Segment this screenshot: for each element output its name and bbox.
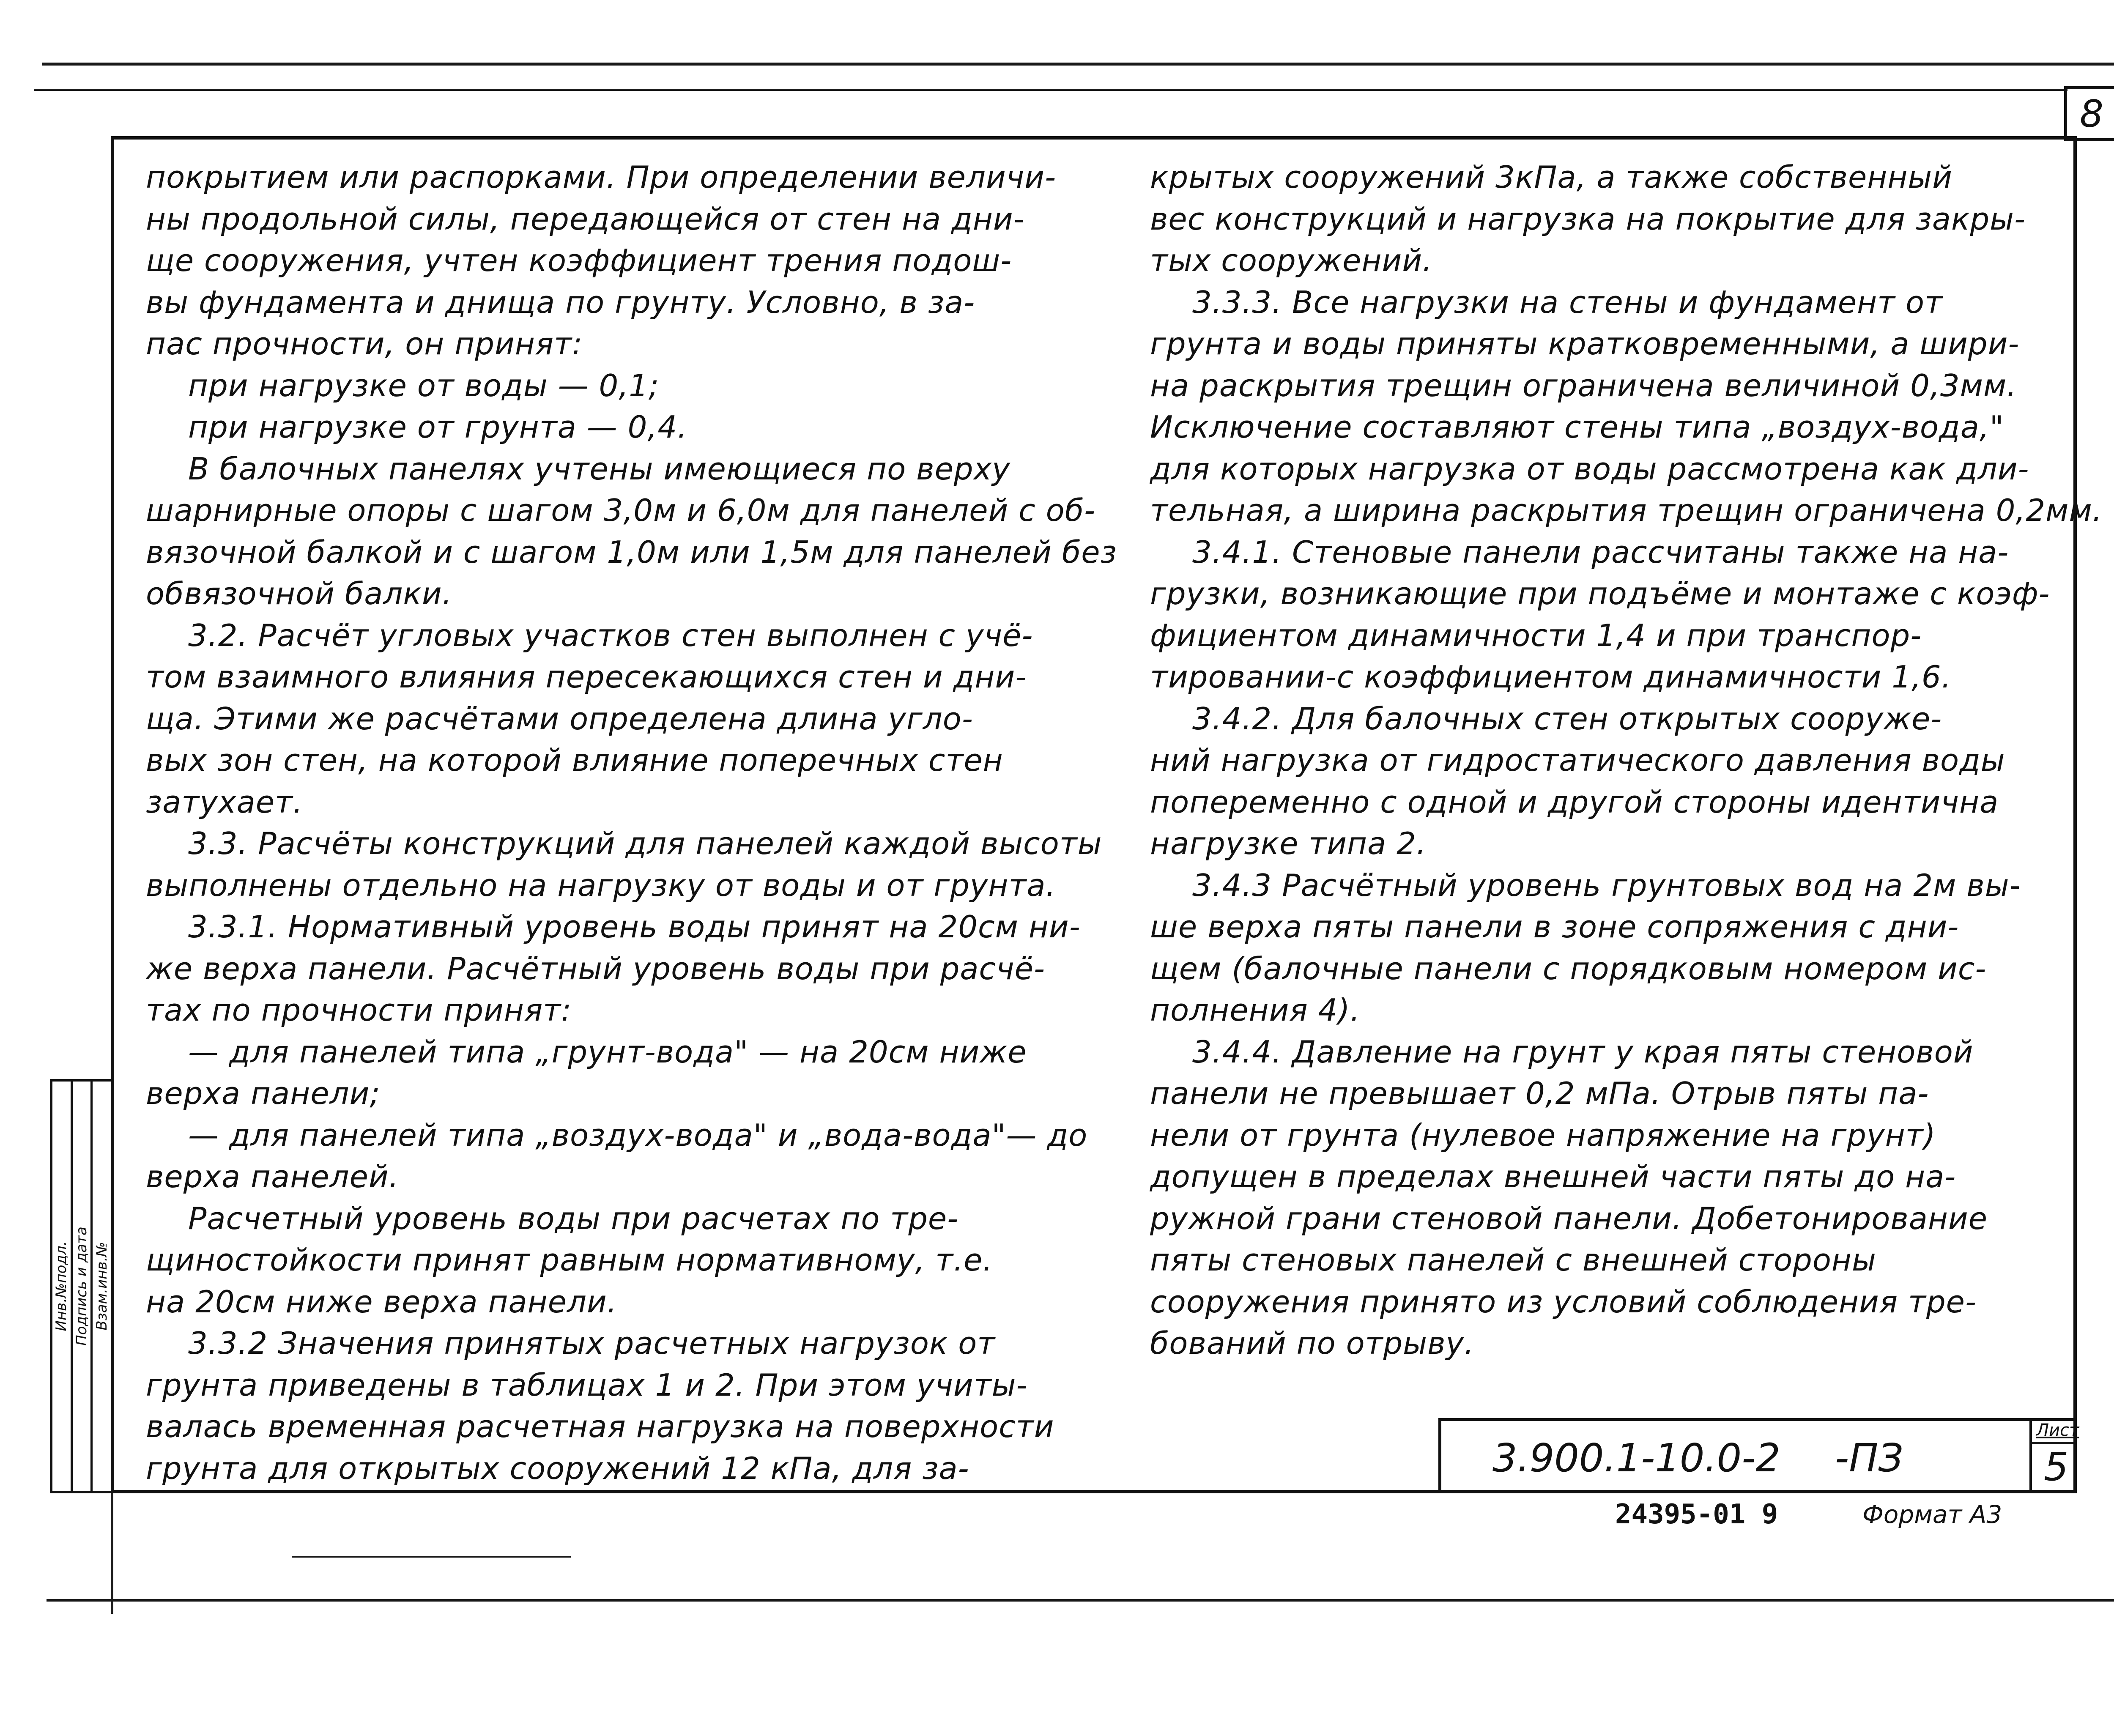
text-line: полнения 4).	[1150, 992, 1361, 1028]
text-line: В балочных панелях учтены имеющиеся по верху	[188, 451, 1010, 487]
text-line: для которых нагрузка от воды рассмотрена как дли-	[1150, 451, 2029, 487]
text-line: 3.4.4. Давление на грунт у края пяты стеновой	[1192, 1034, 1974, 1070]
text-line: 3.4.3 Расчётный уровень грунтовых вод на 2м вы-	[1192, 867, 2021, 903]
sheet-number: 8	[2064, 86, 2114, 141]
text-line: тых сооружений.	[1150, 243, 1432, 278]
text-line: вых зон стен, на которой влияние поперечных стен	[146, 742, 1003, 778]
text-line: вязочной балкой и с шагом 1,0м или 1,5м для панелей без	[146, 534, 1117, 570]
text-line: сооружения принято из условий соблюдения тре-	[1150, 1284, 1977, 1320]
left-binding-line	[111, 1493, 113, 1614]
text-line: пас прочности, он принят:	[146, 326, 583, 361]
side-stamp	[50, 1079, 113, 1493]
bottom-edge-line	[47, 1599, 2114, 1602]
text-line: 3.2. Расчёт угловых участков стен выполнен с учё-	[188, 617, 1033, 653]
text-line: шарнирные опоры с шагом 3,0м и 6,0м для панелей с об-	[146, 493, 1096, 528]
text-line: на раскрытия трещин ограничена величиной 0,3мм.	[1150, 367, 2017, 403]
text-line: тировании-с коэффициентом динамичности 1,6.	[1150, 659, 1952, 695]
text-line: грунта и воды приняты кратковременными, а шири-	[1150, 326, 2020, 361]
text-line: ны продольной силы, передающейся от стен на дни-	[146, 201, 1025, 237]
text-line: пяты стеновых панелей с внешней стороны	[1150, 1242, 1876, 1278]
text-line: обвязочной балки.	[146, 576, 452, 611]
text-line: верха панели;	[146, 1076, 381, 1111]
text-line: бований по отрыву.	[1150, 1325, 1475, 1361]
document-suffix: -ПЗ	[1835, 1435, 1903, 1481]
sheet-page-number: 5	[2044, 1444, 2069, 1490]
text-column-right	[1150, 156, 2103, 1364]
text-line: фициентом динамичности 1,4 и при транспор-	[1150, 617, 1922, 653]
text-column-left	[146, 156, 1117, 1489]
text-line: затухает.	[146, 784, 303, 820]
text-line: тах по прочности принят:	[146, 992, 572, 1028]
side-stamp-cell	[93, 1082, 111, 1491]
text-line: панели не превышает 0,2 мПа. Отрыв пяты па-	[1150, 1076, 1929, 1111]
top-rule-line	[34, 89, 2067, 91]
paper-format: Формат А3	[1862, 1500, 2002, 1529]
text-line: валась временная расчетная нагрузка на поверхности	[146, 1409, 1054, 1444]
text-line: том взаимного влияния пересекающихся стен и дни-	[146, 659, 1027, 695]
side-stamp-label: Подпись и дата	[73, 1227, 90, 1346]
top-edge-line	[42, 63, 2114, 66]
text-line: тельная, а ширина раскрытия трещин ограничена 0,2мм.	[1150, 493, 2103, 528]
text-line: ружной грани стеновой панели. Добетонирование	[1150, 1200, 1988, 1236]
text-line: Расчетный уровень воды при расчетах по тре-	[188, 1200, 959, 1236]
text-line: грузки, возникающие при подъёме и монтаже с коэф-	[1150, 576, 2050, 611]
side-stamp-cell	[73, 1082, 93, 1491]
side-stamp-cell	[52, 1082, 73, 1491]
text-line: нели от грунта (нулевое напряжение на грунт)	[1150, 1117, 1936, 1153]
sheet-cell	[2029, 1418, 2077, 1493]
text-line: допущен в пределах внешней части пяты до на-	[1150, 1159, 1956, 1194]
text-line: вы фундамента и днища по грунту. Условно, в за-	[146, 284, 975, 320]
text-line: щиностойкости принят равным нормативному, т.е.	[146, 1242, 993, 1278]
text-line: попеременно с одной и другой стороны идентична	[1150, 784, 1999, 820]
side-stamp-label: Инв.№подл.	[53, 1241, 70, 1331]
text-line: ний нагрузка от гидростатического давления воды	[1150, 742, 2005, 778]
text-line: нагрузке типа 2.	[1150, 826, 1427, 861]
text-line: — для панелей типа „воздух-вода" и „вода-вода"— до	[188, 1117, 1088, 1153]
text-line: грунта приведены в таблицах 1 и 2. При этом учиты-	[146, 1367, 1028, 1403]
text-line: ще сооружения, учтен коэффициент трения подош-	[146, 243, 1012, 278]
sheet-label: Лист	[2036, 1421, 2079, 1440]
text-line: 3.3.2 Значения принятых расчетных нагрузок от	[188, 1325, 996, 1361]
text-line: верха панелей.	[146, 1159, 399, 1194]
text-line: Исключение составляют стены типа „воздух-вода,"	[1150, 409, 2004, 445]
text-line: грунта для открытых сооружений 12 кПа, для за-	[146, 1450, 969, 1486]
text-line: 3.4.1. Стеновые панели рассчитаны также на на-	[1192, 534, 2009, 570]
text-line: 3.3.3. Все нагрузки на стены и фундамент от	[1192, 284, 1943, 320]
inventory-stamp: 24395-01 9	[1615, 1499, 1778, 1530]
text-line: ща. Этими же расчётами определена длина угло-	[146, 701, 973, 737]
text-line: вес конструкций и нагрузка на покрытие для закры-	[1150, 201, 2026, 237]
text-line: на 20см ниже верха панели.	[146, 1284, 617, 1320]
text-line: 3.4.2. Для балочных стен открытых сооруже-	[1192, 701, 1942, 737]
text-line: 3.3. Расчёты конструкций для панелей каждой высоты	[188, 826, 1102, 861]
text-line: крытых сооружений 3кПа, а также собственный	[1150, 159, 1953, 195]
text-line: же верха панели. Расчётный уровень воды при расчё-	[146, 950, 1045, 986]
text-line: ше верха пяты панели в зоне сопряжения с дни-	[1150, 909, 1959, 945]
document-code: 3.900.1-10.0-2	[1492, 1435, 1780, 1481]
text-line: — для панелей типа „грунт-вода" — на 20см ниже	[188, 1034, 1027, 1070]
text-line: при нагрузке от воды — 0,1;	[188, 367, 660, 403]
bottom-fold-mark	[292, 1556, 571, 1558]
text-line: при нагрузке от грунта — 0,4.	[188, 409, 688, 445]
text-line: щем (балочные панели с порядковым номером ис-	[1150, 950, 1987, 986]
text-line: выполнены отдельно на нагрузку от воды и от грунта.	[146, 867, 1056, 903]
text-line: покрытием или распорками. При определении величи-	[146, 159, 1057, 195]
text-line: 3.3.1. Нормативный уровень воды принят на 20см ни-	[188, 909, 1081, 945]
side-stamp-label: Взам.инв.№	[93, 1242, 110, 1331]
